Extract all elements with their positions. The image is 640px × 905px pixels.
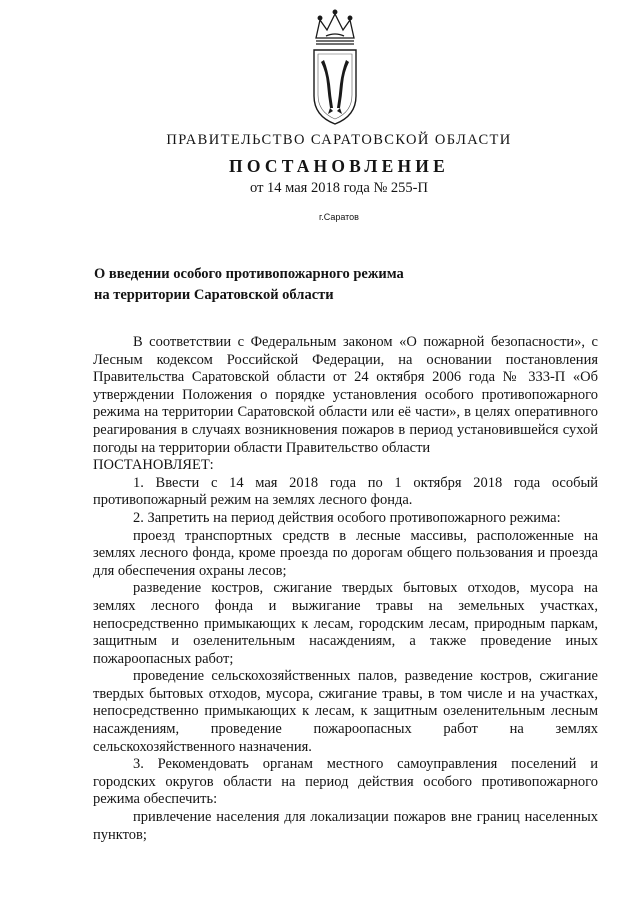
item-1: 1. Ввести с 14 мая 2018 года по 1 октября 2018 года особый противопожарный режим на землях лесного фонда. xyxy=(93,474,598,509)
item-2-c: проведение сельскохозяйственных палов, разведение костров, сжигание твердых бытовых отходов, мусора, сжигание травы, в том числе и на участках, непосредственно примыкающих к лесам, к защитным озеленительным лесным насаждениям, проведение пожароопасных работ на землях сельскохозяйственного назначения. xyxy=(93,668,598,755)
coat-of-arms-icon xyxy=(306,8,364,128)
government-title: ПРАВИТЕЛЬСТВО САРАТОВСКОЙ ОБЛАСТИ xyxy=(166,132,512,148)
item-3-a: привлечение населения для локализации пожаров вне границ населенных пунктов; xyxy=(93,809,598,843)
subject-line-2: на территории Саратовской области xyxy=(94,287,334,303)
subject-line-1: О введении особого противопожарного режима xyxy=(94,266,404,282)
document-subject xyxy=(94,264,494,306)
document-type: ПОСТАНОВЛЕНИЕ xyxy=(229,156,449,176)
item-2-a: проезд транспортных средств в лесные массивы, расположенные на землях лесного фонда, кроме проезда по дорогам общего пользования и проезда для обеспечения охраны лесов; xyxy=(93,527,598,579)
document-body xyxy=(93,334,598,844)
item-3: 3. Рекомендовать органам местного самоуправления поселений и городских округов области на период действия особого противопожарного режима обеспечить: xyxy=(93,756,598,808)
document-city: г.Саратов xyxy=(319,212,359,222)
resolves-heading: ПОСТАНОВЛЯЕТ: xyxy=(93,457,214,474)
item-2-b: разведение костров, сжигание твердых бытовых отходов, мусора на землях лесного фонда и выжигание травы на земельных участках, непосредственно примыкающих к лесам, городским лесам, природным паркам, защитным и озеленительным насаждениям, а также проведение иных пожароопасных работ; xyxy=(93,580,598,667)
document-date-number: от 14 мая 2018 года № 255-П xyxy=(250,180,428,196)
item-2: 2. Запретить на период действия особого противопожарного режима: xyxy=(133,509,561,526)
preamble-paragraph: В соответствии с Федеральным законом «О пожарной безопасности», с Лесным кодексом Российской Федерации, на основании постановления Правительства Саратовской области от 24 октября 2006 года № 333-П «Об утверждении Положения о порядке установления особого противопожарного режима на территории Саратовской области или её части», в целях оперативного реагирования в случаях возникновения пожаров в период установившейся сухой погоды на территории области Правительство области xyxy=(93,334,598,456)
